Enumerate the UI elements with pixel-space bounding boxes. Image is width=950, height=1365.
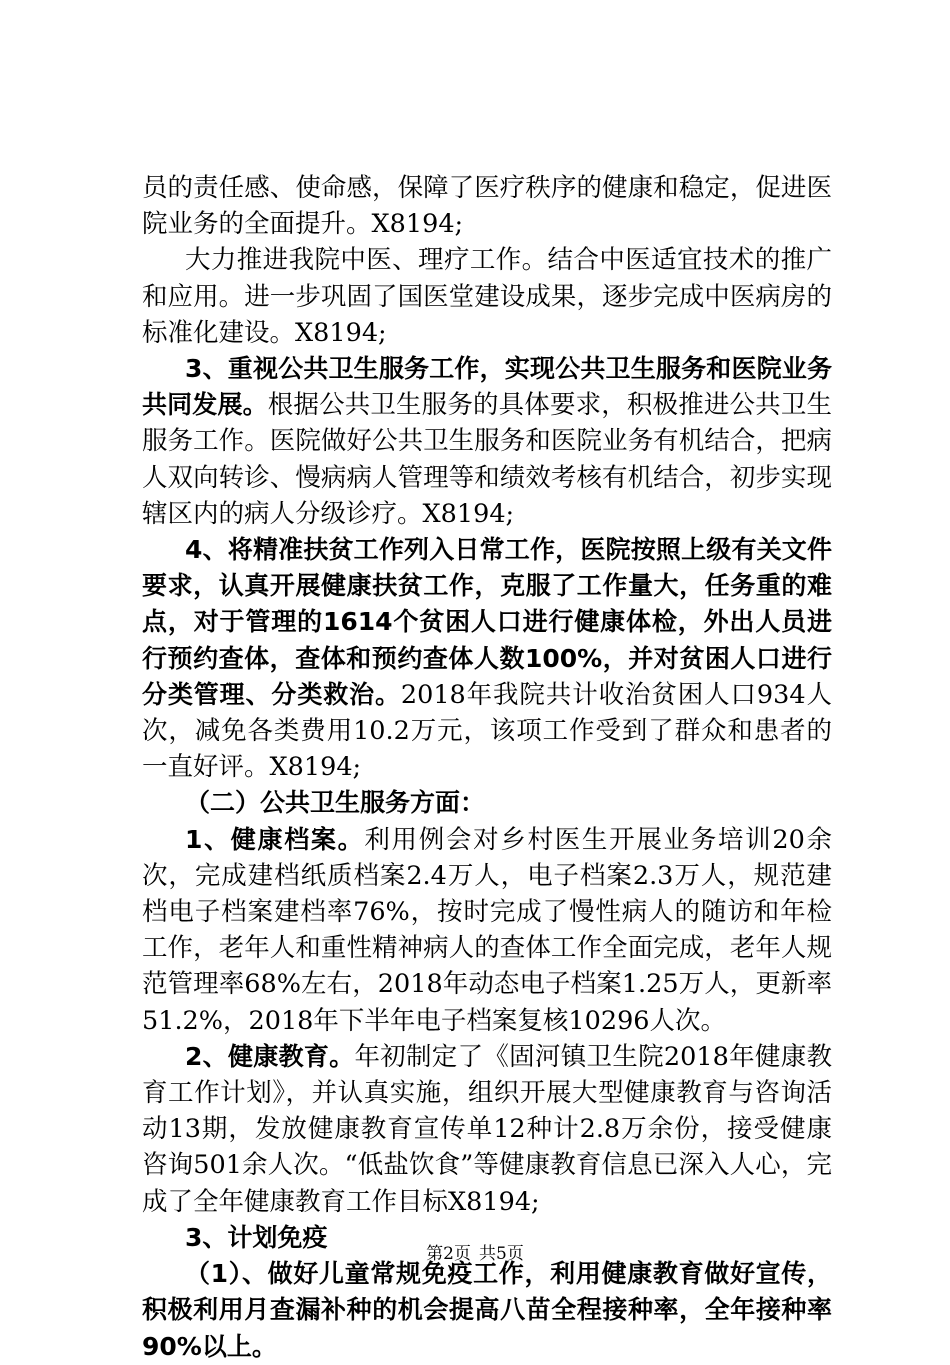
paragraph-text: 年初制定了《固河镇卫生院2018年健康教育工作计划》，并认真实施，组织开展大型健康教育与咨询活动13期，发放健康教育宣传单12种计2.8万余份，接受健康咨询501余人次。“低盐饮食”等健康教育信息已深入人心，完成了全年健康教育工作目标X8194; bbox=[142, 1041, 832, 1217]
paragraph-text: 利用例会对乡村医生开展业务培训20余次，完成建档纸质档案2.4万人，电子档案2.3万人，规范建档电子档案建档率76%，按时完成了慢性病人的随访和年检工作，老年人和重性精神病人的查体工作全面完成，老年人规范管理率68%左右，2018年动态电子档案1.25万人，更新率51.2%，2018年下半年电子档案复核10296人次。 bbox=[142, 824, 832, 1036]
paragraph-tcm bbox=[142, 242, 832, 351]
paragraph-item-3 bbox=[142, 351, 832, 532]
paragraph-continuation bbox=[142, 170, 832, 242]
paragraph-text: 大力推进我院中医、理疗工作。结合中医适宜技术的推广和应用。进一步巩固了国医堂建设成果，逐步完成中医病房的标准化建设。X8194; bbox=[142, 245, 832, 348]
paragraph-heading: 3、重视公共卫生服务工作，实现公共卫生服务和医院业务共同发展。 bbox=[142, 354, 832, 420]
paragraph-text: 根据公共卫生服务的具体要求，积极推进公共卫生服务工作。医院做好公共卫生服务和医院业务有机结合，把病人双向转诊、慢病病人管理等和绩效考核有机结合，初步实现辖区内的病人分级诊疗。X8194; bbox=[142, 390, 832, 529]
paragraph-item-4 bbox=[142, 532, 832, 785]
page-total: 共5页 bbox=[479, 1244, 524, 1264]
paragraph-health-records bbox=[142, 822, 832, 1039]
paragraph-heading: （1）、做好儿童常规免疫工作，利用健康教育做好宣传，积极利用月查漏补种的机会提高八苗全程接种率，全年接种率90%以上。 bbox=[142, 1259, 832, 1361]
paragraph-text: 2018年我院共计收治贫困人口934人次，减免各类费用10.2万元，该项工作受到了群众和患者的一直好评。X8194; bbox=[142, 679, 832, 783]
paragraph-text: 员的责任感、使命感，保障了医疗秩序的健康和稳定，促进医院业务的全面提升。X8194; bbox=[142, 173, 832, 240]
paragraph-immunization-item-1 bbox=[142, 1256, 832, 1365]
paragraph-heading: 2、健康教育。 bbox=[185, 1041, 355, 1071]
paragraph-heading: 1、健康档案。 bbox=[185, 824, 365, 854]
section-heading: （二）公共卫生服务方面： bbox=[185, 788, 486, 818]
paragraph-heading: 3、计划免疫 bbox=[185, 1222, 328, 1252]
page-footer bbox=[0, 1243, 950, 1265]
document-body bbox=[142, 170, 832, 1365]
section-heading-public-health bbox=[142, 785, 832, 821]
page-number: 第2页 bbox=[426, 1244, 471, 1264]
paragraph-health-education bbox=[142, 1039, 832, 1220]
paragraph-heading: 4、将精准扶贫工作列入日常工作，医院按照上级有关文件要求，认真开展健康扶贫工作，克服了工作量大，任务重的难点，对于管理的1614个贫困人口进行健康体检，外出人员进行预约查体，查体和预约查体人数100%，并对贫困人口进行分类管理、分类救治。 bbox=[142, 535, 832, 709]
